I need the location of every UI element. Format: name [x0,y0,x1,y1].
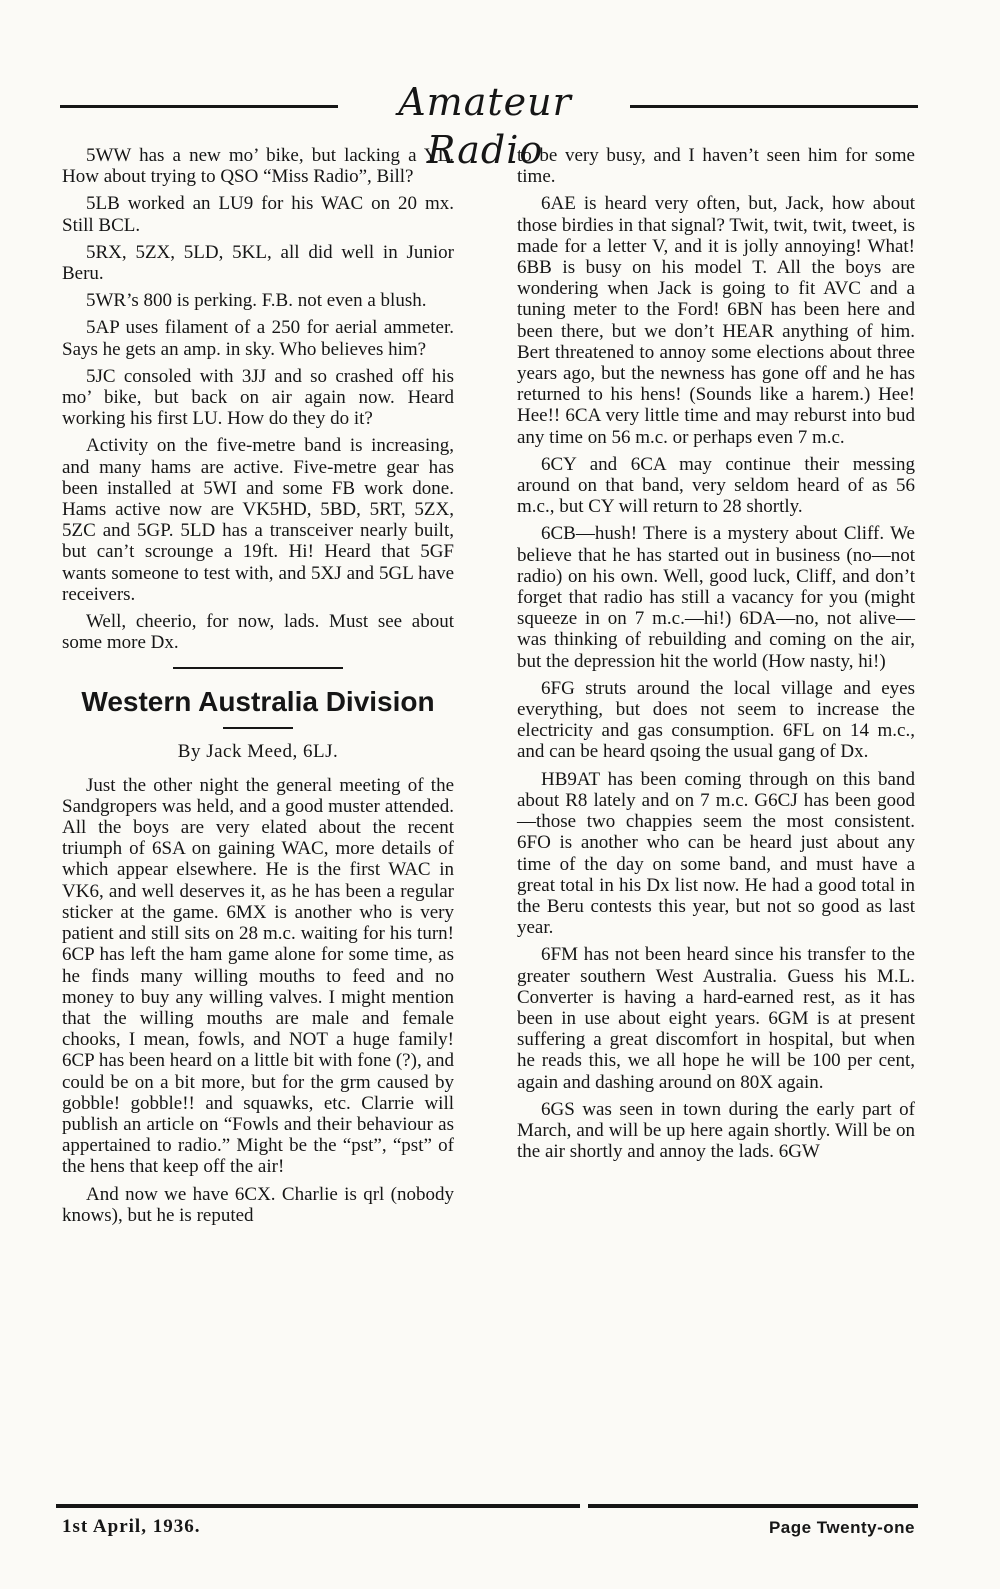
section-divider [173,667,343,669]
paragraph: 6GS was seen in town during the early part of March, and will be up here again shortly. Will be on the air shortly and annoy the lads. 6GW [517,1098,915,1163]
paragraph: 5WR’s 800 is perking. F.B. not even a blush. [86,290,427,312]
paragraph: 5AP uses filament of a 250 for aerial ammeter. Says he gets an amp. in sky. Who believes him? [62,317,454,360]
section-heading: Western Australia Division [81,686,435,718]
footer-rule-right [588,1504,918,1508]
right-column [517,145,915,1168]
paragraph: 6AE is heard very often, but, Jack, how about those birdies in that signal? Twit, twit, twit, tweet, is made for a letter V, and it is jolly annoying! What! 6BB is busy on his model T. All the boys are wondering when Jack is going to fit AVC and a tuning meter to the Ford! 6BN has been here and been there, but we don’t HEAR anything of him. Bert threatened to annoy some elections about three years ago, but the newness has gone off and he has returned to his hens! (Sounds like a harem.) Hee! Hee!! 6CA very little time and may reburst into bud any time on 56 m.c. or perhaps even 7 m.c. [517,193,915,448]
paragraph: HB9AT has been coming through on this band about R8 lately and on 7 m.c. G6CJ has been good—those two chappies seem the most consistent. 6FO is another who can be heard just about any time of the day on some band, and must have a great total in his Dx list now. He had a good total in the Beru contests this year, but not so good as last year. [517,768,915,939]
byline: By Jack Meed, 6LJ. [177,741,339,763]
paragraph: 5WW has a new mo’ bike, but lacking a YL. How about trying to QSO “Miss Radio”, Bill? [62,145,454,188]
left-column [62,145,454,1232]
masthead-rule-left [60,105,338,108]
paragraph: Just the other night the general meeting of the Sandgropers was held, and a good muster attended. All the boys are very elated about the recent triumph of 6SA on gaining WAC, more details of which appear elsewhere. He is the first WAC in VK6, and well deserves it, as he has been a regular sticker at the game. 6MX is another who is very patient and still sits on 28 m.c. waiting for his turn! 6CP has left the ham game alone for some time, as he finds many willing mouths to feed and no money to buy any willing valves. I might mention that the willing mouths are male and female chooks, I mean, fowls, and NOT a huge family! 6CP has been heard on a little bit with fone (?), and could be on a bit more, but for the grm caused by gobble! gobble!! and squawks, etc. Clarrie will publish an article on “Fowls and their behaviour as appertained to radio.” Might be the “pst”, “pst” of the hens that keep off the air! [62,774,454,1178]
paragraph: Activity on the five-metre band is increasing, and many hams are active. Five-metre gear has been installed at 5WI and some FB work done. Hams active now are VK5HD, 5BD, 5RT, 5ZX, 5ZC and 5GP. 5LD has a transceiver nearly built, but can’t scrounge a 19ft. Hi! Heard that 5GF wants someone to test with, and 5XJ and 5GL have receivers. [62,435,454,605]
heading-underline [223,727,293,729]
paragraph: 5JC consoled with 3JJ and so crashed off his mo’ bike, but back on air again now. Heard working his first LU. How do they do it? [62,365,454,430]
paragraph: 6FG struts around the local village and eyes everything, but does not seem to increase the electricity and gas consumption. 6FL on 14 m.c., and can be heard qsoing the usual gang of Dx. [517,677,915,763]
paragraph: 6CY and 6CA may continue their messing around on that band, very seldom heard of as 56 m.c., but CY will return to 28 shortly. [517,453,915,518]
masthead-rule-right [630,105,918,108]
continued-paragraph: to be very busy, and I haven’t seen him for some time. [517,145,915,188]
paragraph: Well, cheerio, for now, lads. Must see about some more Dx. [62,611,454,654]
page-number: Page Twenty-one [768,1518,915,1537]
paragraph: 6FM has not been heard since his transfer to the greater southern West Australia. Guess his M.L. Converter is having a hard-earned rest, as it has been in use about eight years. 6GM is at present suffering a great discomfort in hospital, but when he reads this, we all hope he will be 100 per cent, again and dashing around on 80X again. [517,944,915,1093]
footer-rule-left [56,1504,580,1508]
paragraph: And now we have 6CX. Charlie is qrl (nobody knows), but he is reputed [62,1183,454,1226]
paragraph: 5RX, 5ZX, 5LD, 5KL, all did well in Junior Beru. [62,241,454,285]
masthead-title: Amateur Radio [398,80,572,172]
paragraph: 5LB worked an LU9 for his WAC on 20 mx. Still BCL. [62,193,454,236]
issue-date: 1st April, 1936. [62,1516,201,1537]
paragraph: 6CB—hush! There is a mystery about Cliff. We believe that he has started out in business (no—not radio) on his own. Well, good luck, Cliff, and don’t forget that radio has still a vacancy for you (might squeeze in on 7 m.c.—hi!) 6DA—no, not alive—was thinking of rebuilding and coming on the air, but the depression hit the world (How nasty, hi!) [517,523,915,672]
